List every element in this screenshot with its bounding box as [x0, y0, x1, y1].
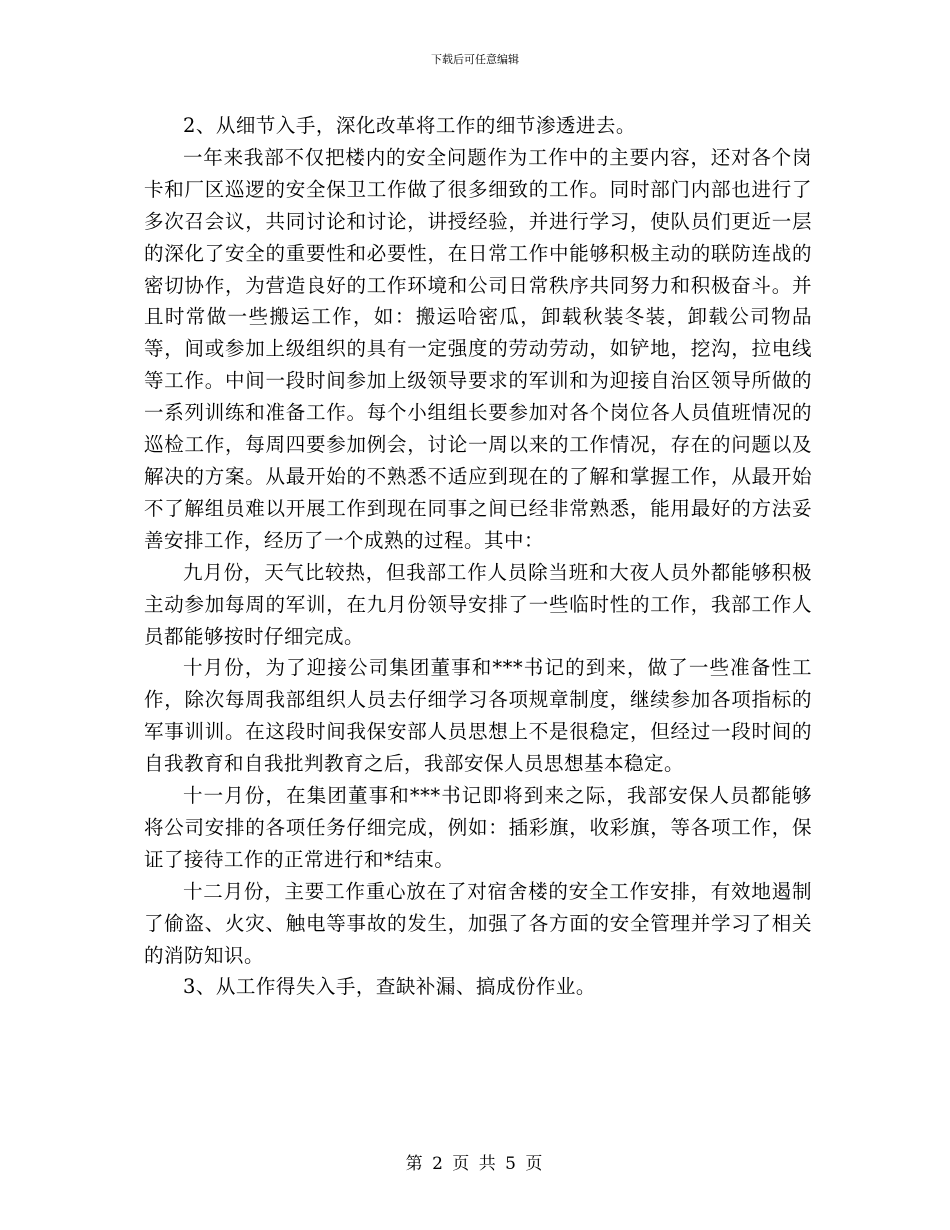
paragraph-november: 十一月份，在集团董事和***书记即将到来之际，我部安保人员都能够将公司安排的各项任务仔细完成，例如：插彩旗，收彩旗，等各项工作，保证了接待工作的正常进行和*结束。	[144, 784, 812, 871]
paragraph-section-2-heading: 2、从细节入手，深化改革将工作的细节渗透进去。	[183, 114, 636, 137]
document-body	[144, 110, 812, 1003]
paragraph-october: 十月份，为了迎接公司集团董事和***书记的到来，做了一些准备性工作，除次每周我部组织人员去仔细学习各项规章制度，继续参加各项指标的军事训训。在这段时间我保安部人员思想上不是很稳定，但经过一段时间的自我教育和自我批判教育之后，我部安保人员思想基本稳定。	[144, 656, 812, 776]
paragraph-annual-summary: 一年来我部不仅把楼内的安全问题作为工作中的主要内容，还对各个岗卡和厂区巡逻的安全保卫工作做了很多细致的工作。同时部门内部也进行了多次召会议，共同讨论和讨论，讲授经验，并进行学习，使队员们更近一层的深化了安全的重要性和必要性，在日常工作中能够积极主动的联防连战的密切协作，为营造良好的工作环境和公司日常秩序共同努力和积极奋斗。并且时常做一些搬运工作，如：搬运哈密瓜，卸载秋装冬装，卸载公司物品等，间或参加上级组织的具有一定强度的劳动劳动，如铲地，挖沟，拉电线等工作。中间一段时间参加上级领导要求的军训和为迎接自治区领导所做的一系列训练和准备工作。每个小组组长要参加对各个岗位各人员值班情况的巡检工作，每周四要参加例会，讨论一周以来的工作情况，存在的问题以及解决的方案。从最开始的不熟悉不适应到现在的了解和掌握工作，从最开始不了解组员难以开展工作到现在同事之间已经非常熟悉，能用最好的方法妥善安排工作，经历了一个成熟的过程。其中：	[144, 145, 812, 552]
page-header: 下载后可任意编辑	[431, 53, 519, 66]
paragraph-september: 九月份，天气比较热，但我部工作人员除当班和大夜人员外都能够积极主动参加每周的军训，在九月份领导安排了一些临时性的工作，我部工作人员都能够按时仔细完成。	[144, 560, 812, 648]
page-number: 第 2 页 共 5 页	[405, 1154, 545, 1174]
paragraph-section-3-heading: 3、从工作得失入手，查缺补漏、搞成份作业。	[183, 975, 596, 999]
paragraph-december: 十二月份，主要工作重心放在了对宿舍楼的安全工作安排，有效地遏制了偷盗、火灾、触电等事故的发生，加强了各方面的安全管理并学习了相关的消防知识。	[144, 879, 812, 967]
